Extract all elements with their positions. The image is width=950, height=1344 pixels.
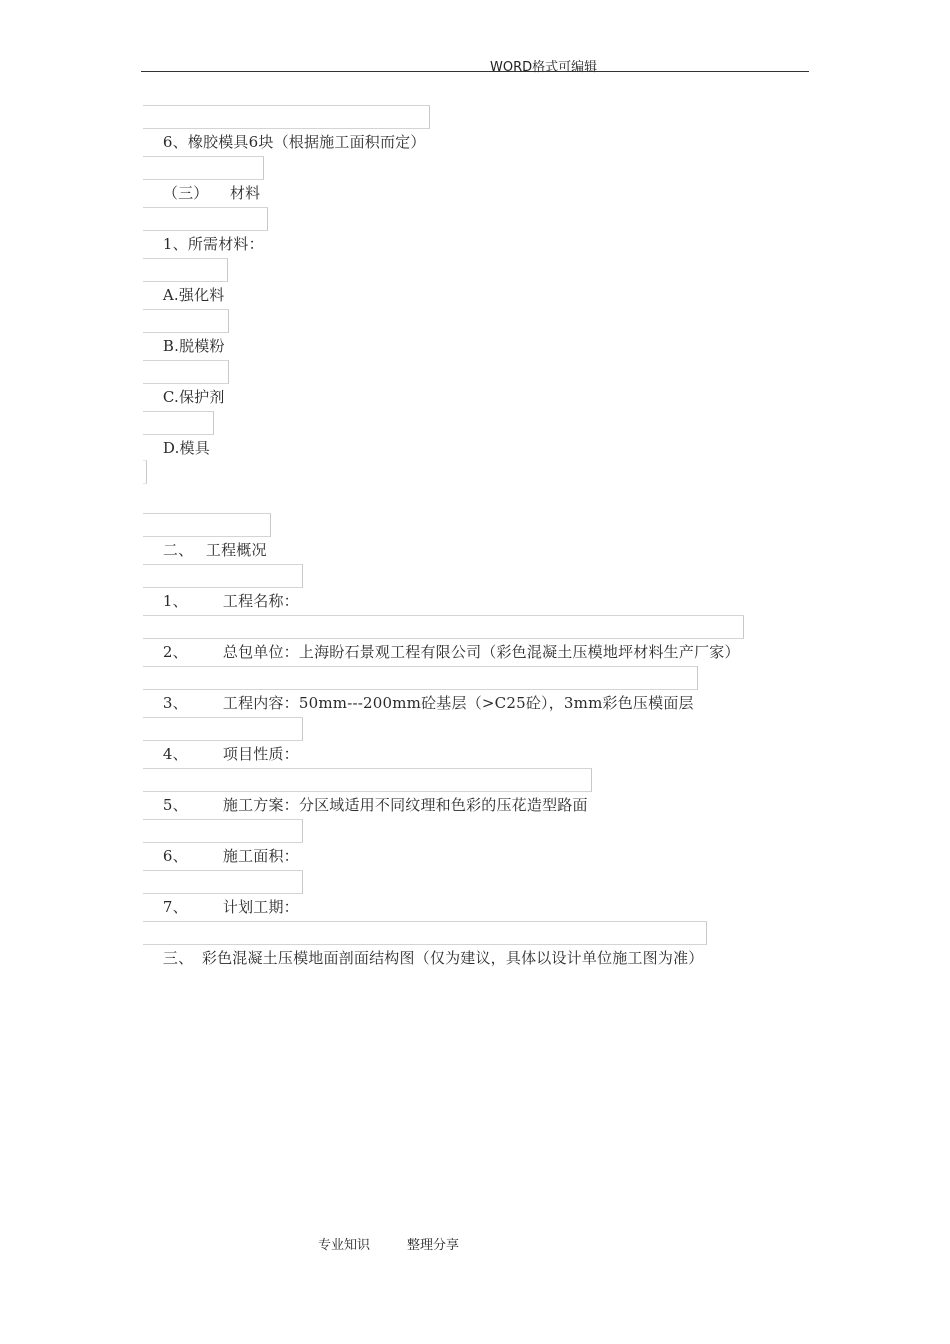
list-item-material-d: [143, 411, 214, 457]
header-label: WORD格式可编辑: [490, 60, 598, 75]
item-text: 计划工期：: [222, 898, 299, 916]
list-item-material-a: [143, 258, 228, 304]
item-number: 6、: [162, 847, 188, 865]
list-item-construction-area: [143, 819, 303, 865]
list-item-project-nature: [143, 717, 303, 763]
list-item-general-contractor: [143, 615, 744, 661]
list-item-construction-plan: [143, 768, 592, 814]
list-item-material-c: [143, 360, 229, 406]
section-number: 三、: [162, 949, 194, 967]
section-heading-overview: [143, 513, 271, 559]
item-number: 3、: [162, 694, 188, 712]
item-number: 1、: [162, 592, 188, 610]
header-divider: [141, 71, 809, 72]
section-title: 彩色混凝土压模地面剖面结构图（仅为建议，具体以设计单位施工图为准）: [201, 949, 704, 967]
item-number: 7、: [162, 898, 188, 916]
list-item-material-b: [143, 309, 229, 355]
item-text: 工程内容：50mm---200mm砼基层（>C25砼），3mm彩色压模面层: [222, 694, 694, 712]
section-heading-materials: [143, 156, 264, 202]
line-text: 1、所需材料：: [162, 235, 264, 253]
section-number: （三）: [162, 184, 209, 202]
item-number: 2、: [162, 643, 188, 661]
item-text: 项目性质：: [222, 745, 299, 763]
line-text: D.模具: [162, 439, 210, 457]
line-text: 6、橡胶模具6块（根据施工面积而定）: [162, 133, 426, 151]
line-text: B.脱模粉: [162, 337, 225, 355]
list-item-project-name: [143, 564, 303, 610]
item-text: 施工面积：: [222, 847, 299, 865]
section-heading-cross-section: [143, 921, 707, 967]
section-title: 材料: [229, 184, 261, 202]
list-item-rubber-mold: [143, 105, 430, 151]
page-footer: [318, 1234, 459, 1253]
item-text: 施工方案：分区域适用不同纹理和色彩的压花造型路面: [222, 796, 588, 814]
section-number: 二、: [162, 541, 194, 559]
empty-paragraph-marker: [143, 460, 147, 484]
list-item-project-content: [143, 666, 698, 712]
item-number: 4、: [162, 745, 188, 763]
item-text: 总包单位：上海盼石景观工程有限公司（彩色混凝土压模地坪材料生产厂家）: [222, 643, 740, 661]
footer-left-text: 专业知识: [318, 1238, 371, 1253]
list-item-required-materials: [143, 207, 268, 253]
section-title: 工程概况: [205, 541, 267, 559]
item-text: 工程名称：: [222, 592, 299, 610]
footer-right-text: 整理分享: [407, 1238, 460, 1253]
line-text: C.保护剂: [162, 388, 225, 406]
list-item-planned-duration: [143, 870, 303, 916]
item-number: 5、: [162, 796, 188, 814]
line-text: A.强化料: [162, 286, 225, 304]
